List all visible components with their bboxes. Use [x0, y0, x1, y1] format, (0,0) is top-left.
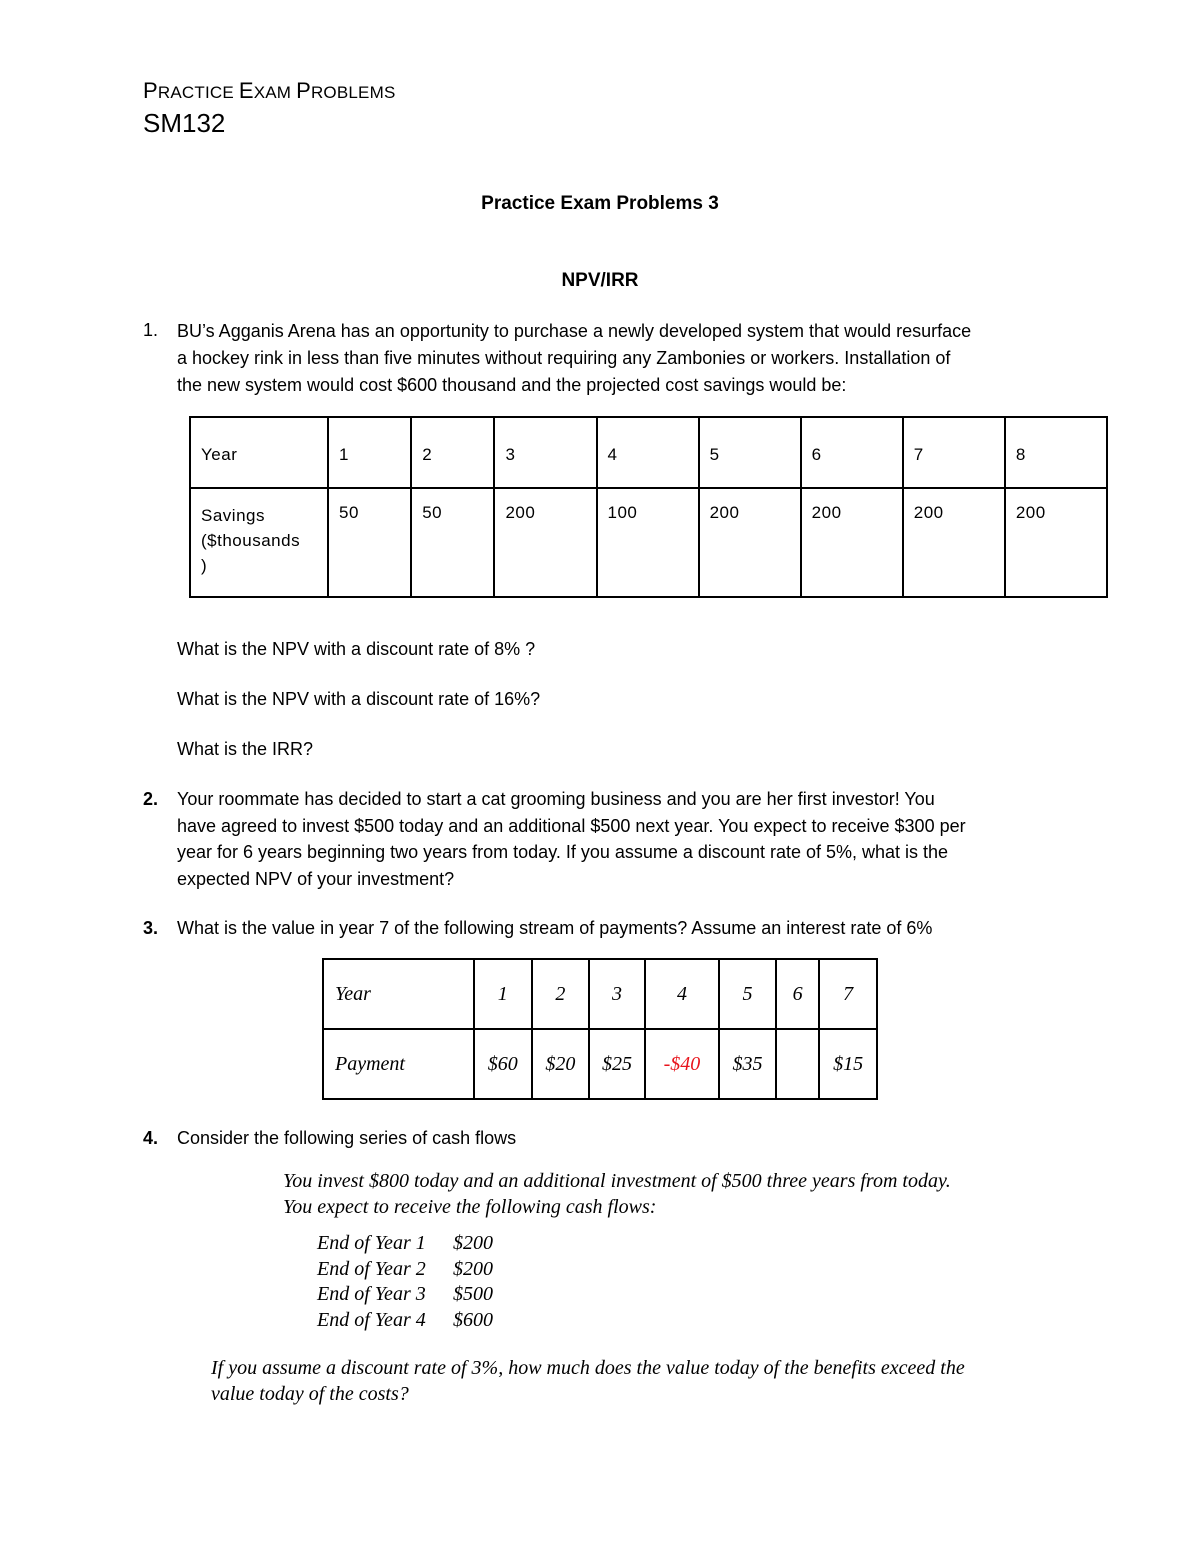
list-item — [317, 1282, 493, 1308]
table-cell: 2 — [411, 417, 494, 488]
text-line: the new system would cost $600 thousand and the projected cost savings would be: — [177, 375, 847, 395]
payments-table — [322, 958, 878, 1100]
sub-question: What is the NPV with a discount rate of 8% ? — [177, 639, 536, 659]
header-text: P — [143, 78, 158, 103]
table-cell: 50 — [328, 488, 411, 597]
table-cell: 1 — [474, 959, 532, 1029]
header-text: E — [238, 78, 254, 103]
text-line: BU’s Agganis Arena has an opportunity to purchase a newly developed system that would resurface — [177, 321, 972, 341]
question-4-prompt — [211, 1356, 965, 1407]
table-cell: $15 — [819, 1029, 877, 1099]
cashflow-list — [317, 1231, 493, 1333]
table-cell: 100 — [597, 488, 699, 597]
cell-line: ($thousands — [201, 531, 301, 550]
text-line: expected NPV of your investment? — [177, 868, 455, 889]
cell-line: ) — [201, 556, 208, 575]
sub-question: What is the NPV with a discount rate of 16%? — [177, 689, 541, 709]
negative-value-cell: -$40 — [645, 1029, 719, 1099]
list-item — [317, 1231, 493, 1257]
cashflow-amount: $200 — [453, 1232, 493, 1254]
question-3-text: What is the value in year 7 of the following stream of payments? Assume an interest rate of 6% — [177, 918, 933, 938]
table-cell: 6 — [801, 417, 903, 488]
course-code: SM132 — [143, 108, 226, 138]
table-cell: 6 — [776, 959, 820, 1029]
cell-line: Savings — [201, 506, 265, 525]
table-cell: Payment — [323, 1029, 474, 1099]
header-text: XAM — [253, 83, 297, 102]
page-title: Practice Exam Problems 3 — [481, 193, 719, 214]
header-text: RACTICE — [157, 83, 239, 102]
table-cell: 5 — [719, 959, 776, 1029]
table-row — [190, 488, 1107, 597]
text-line: You expect to receive the following cash flows: — [283, 1195, 657, 1218]
cashflow-label: End of Year 2 — [317, 1257, 426, 1280]
question-number: 4. — [143, 1128, 159, 1148]
table-row — [190, 417, 1107, 488]
question-1-text — [177, 318, 971, 399]
question-number: 1. — [143, 320, 159, 340]
document-header — [143, 78, 396, 104]
table-cell: $20 — [532, 1029, 590, 1099]
table-cell: 200 — [903, 488, 1005, 597]
table-cell: 7 — [819, 959, 877, 1029]
cashflow-label: End of Year 3 — [317, 1283, 426, 1305]
table-row — [323, 1029, 877, 1099]
section-title: NPV/IRR — [561, 270, 639, 291]
header-text: ROBLEMS — [310, 83, 396, 102]
savings-table — [189, 416, 1108, 598]
text-line: year for 6 years beginning two years from today. If you assume a discount rate of 5%, what is the — [177, 842, 949, 862]
table-cell: 200 — [1005, 488, 1107, 597]
table-cell: 200 — [494, 488, 596, 597]
table-cell: 8 — [1005, 417, 1107, 488]
cashflow-label: End of Year 4 — [317, 1308, 426, 1331]
table-cell: 2 — [532, 959, 590, 1029]
question-2-text — [177, 786, 966, 892]
table-cell — [776, 1029, 820, 1099]
text-line: You invest $800 today and an additional investment of $500 three years from today. — [283, 1170, 951, 1192]
cashflow-amount: $200 — [453, 1257, 493, 1280]
table-cell: 200 — [801, 488, 903, 597]
text-line: have agreed to invest $500 today and an additional $500 next year. You expect to receive $300 per — [177, 815, 966, 836]
table-cell: $25 — [589, 1029, 645, 1099]
table-cell: 1 — [328, 417, 411, 488]
table-cell: 5 — [699, 417, 801, 488]
text-line: Your roommate has decided to start a cat grooming business and you are her first investor! You — [177, 789, 935, 809]
text-line: value today of the costs? — [211, 1382, 409, 1405]
table-cell — [190, 488, 328, 597]
table-cell: 4 — [645, 959, 719, 1029]
table-cell: 3 — [494, 417, 596, 488]
table-cell: 200 — [699, 488, 801, 597]
table-cell: 4 — [597, 417, 699, 488]
table-cell: 50 — [411, 488, 494, 597]
table-cell: $60 — [474, 1029, 532, 1099]
text-line: If you assume a discount rate of 3%, how much does the value today of the benefits exceed the — [211, 1357, 965, 1379]
question-number: 2. — [143, 789, 159, 809]
list-item — [317, 1257, 493, 1283]
table-cell: Year — [323, 959, 474, 1029]
list-item — [317, 1308, 493, 1334]
table-cell: 7 — [903, 417, 1005, 488]
cashflow-label: End of Year 1 — [317, 1232, 426, 1254]
question-4-text: Consider the following series of cash flows — [177, 1128, 517, 1148]
table-cell: $35 — [719, 1029, 776, 1099]
cashflow-intro — [283, 1169, 951, 1220]
table-cell: 3 — [589, 959, 645, 1029]
sub-question: What is the IRR? — [177, 739, 314, 759]
cashflow-amount: $600 — [453, 1308, 493, 1331]
text-line: a hockey rink in less than five minutes without requiring any Zambonies or workers. Installation of — [177, 348, 951, 368]
header-text: P — [296, 78, 311, 103]
cashflow-amount: $500 — [453, 1283, 493, 1305]
table-row — [323, 959, 877, 1029]
table-cell: Year — [190, 417, 328, 488]
question-number: 3. — [143, 918, 159, 938]
